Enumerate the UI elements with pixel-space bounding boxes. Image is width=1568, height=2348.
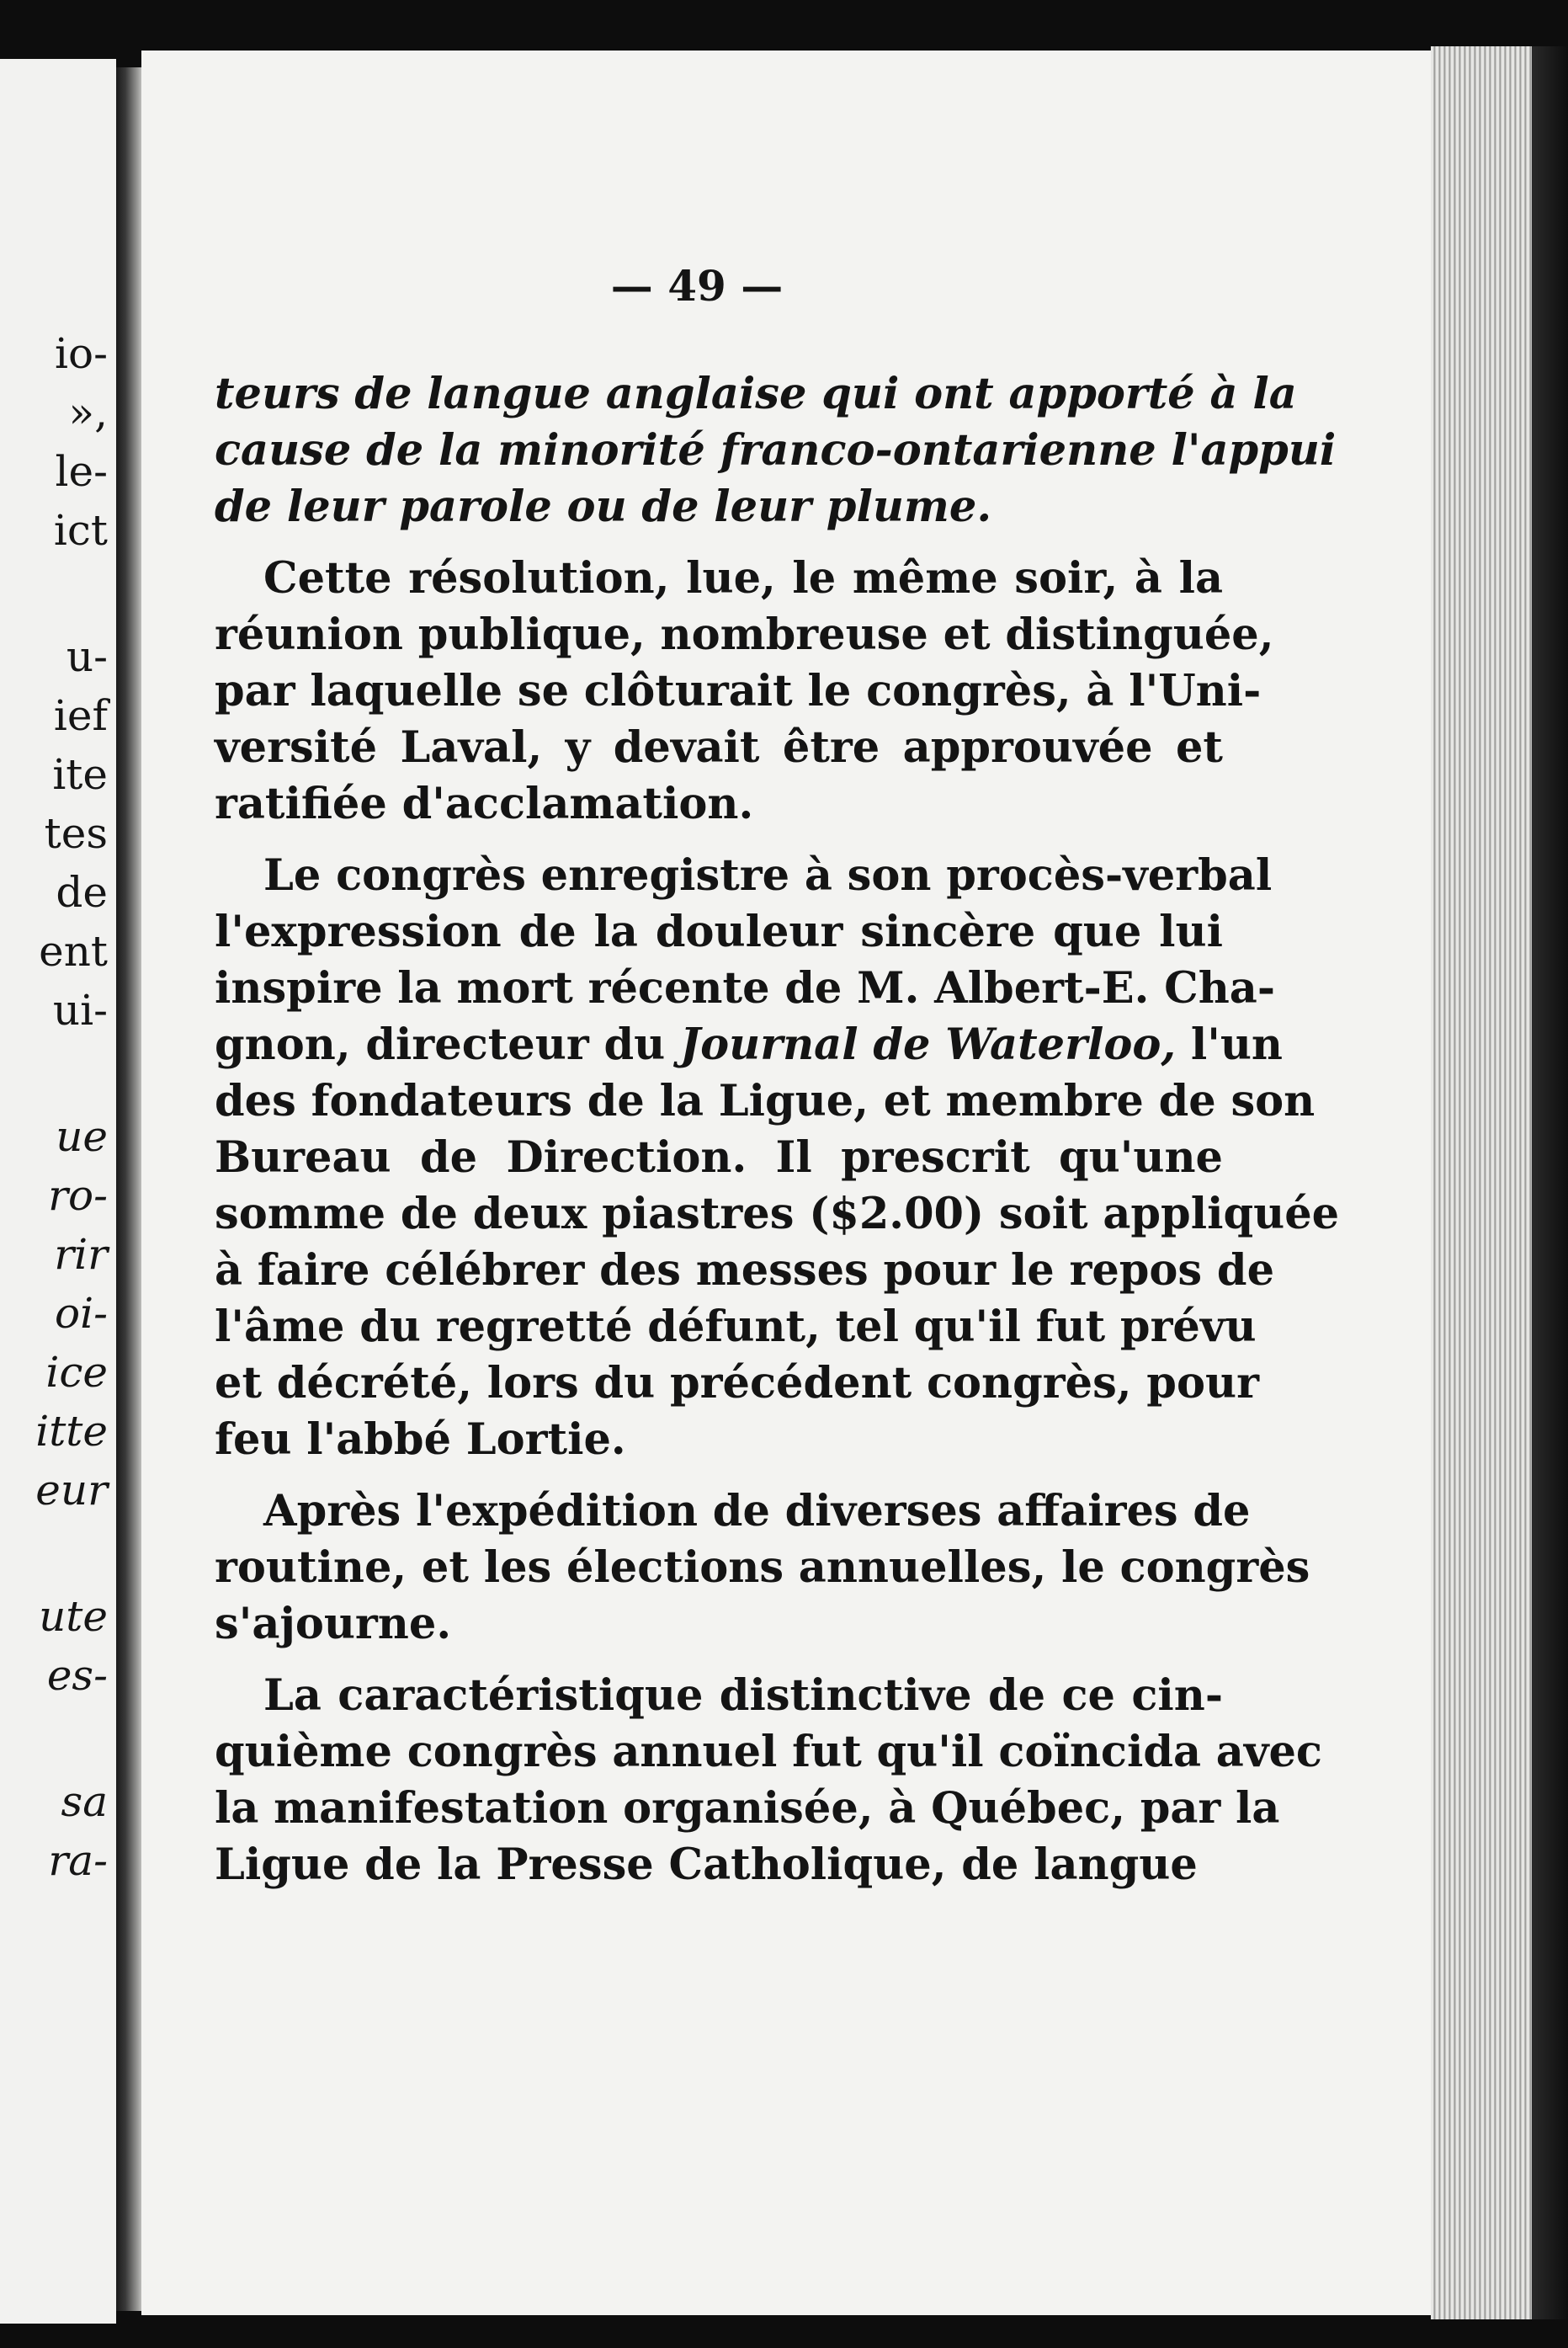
text-line: feu l'abbé Lortie. [215,1414,626,1465]
facing-page-fragment: », [68,388,108,437]
facing-page [0,59,116,2324]
paragraph [215,551,1274,833]
text-line: teurs de langue anglaise qui ont apporté à la [215,369,1297,419]
text-line: réunion publique, nombreuse et distinguée, [215,610,1274,660]
text-line: s'ajourne. [215,1599,452,1649]
text-line: ratifiée d'acclamation. [215,779,754,829]
text-line: l'expression de la douleur sincère que lui [215,907,1223,957]
paragraph-gap [215,1468,1223,1483]
page-edge [1431,46,1532,2319]
text-line: gnon, directeur du Journal de Waterloo, l'un [215,1020,1284,1070]
text-line: Après l'expédition de diverses affaires de [263,1486,1251,1536]
text-line: versité Laval, y devait être approuvée et [215,722,1223,773]
facing-page-fragment: ict [53,506,108,555]
journal-title: Journal de Waterloo, [679,1020,1177,1070]
edge-shadow [1532,46,1568,2319]
facing-page-fragment: ice [45,1348,108,1397]
text-line: de leur parole ou de leur plume. [215,482,992,532]
text-line: quième congrès annuel fut qu'il coïncida avec [215,1727,1322,1777]
text-line: la manifestation organisée, à Québec, par la [215,1783,1280,1834]
paragraph [215,1483,1310,1653]
text-line: somme de deux piastres ($2.00) soit appliquée [215,1189,1340,1239]
paragraph [215,366,1337,535]
paragraph-gap [215,1653,1223,1668]
paragraph [215,1668,1322,1893]
text-line: par laquelle se clôturait le congrès, à l'Uni- [215,666,1262,716]
facing-page-fragment: ue [56,1112,108,1161]
text-line: cause de la minorité franco-ontarienne l'appui [215,425,1337,476]
text-line: des fondateurs de la Ligue, et membre de son [215,1076,1316,1126]
facing-page-fragment: ra- [48,1836,108,1885]
facing-page-fragment: itte [35,1407,108,1456]
book-page [141,51,1450,2315]
facing-page-fragment: ro- [48,1171,108,1220]
text-line: l'âme du regretté défunt, tel qu'il fut prévu [215,1302,1257,1352]
text-line: et décrété, lors du précédent congrès, pour [215,1358,1259,1408]
facing-page-fragment: es- [46,1651,108,1700]
page-number: — 49 — [610,261,784,311]
facing-page-fragment: ite [52,750,108,799]
facing-page-fragment: eur [35,1466,108,1515]
facing-page-fragment: ief [53,691,108,740]
paragraph-gap [215,535,1223,551]
book-gutter [116,67,143,2311]
facing-page-fragment: de [56,868,108,917]
facing-page-fragment: ute [39,1592,108,1641]
facing-page-fragment: io- [55,329,108,378]
paragraph [215,848,1340,1468]
facing-page-fragment: le- [55,447,108,496]
text-line: Le congrès enregistre à son procès-verbal [263,850,1273,901]
text-line: inspire la mort récente de M. Albert-E. Cha- [215,963,1276,1014]
paragraph-gap [215,833,1223,848]
page-text [215,366,1340,1893]
text-line: routine, et les élections annuelles, le congrès [215,1542,1310,1593]
facing-page-fragment: oi- [55,1289,108,1338]
facing-page-fragment: sa [61,1777,108,1826]
text-line: à faire célébrer des messes pour le repos de [215,1245,1275,1296]
text-line: Ligue de la Presse Catholique, de langue [215,1840,1198,1890]
facing-page-fragment: ui- [52,986,108,1035]
facing-page-fragment: rir [54,1230,108,1279]
facing-page-fragment: u- [66,632,108,681]
text-line: Bureau de Direction. Il prescrit qu'une [215,1132,1223,1183]
facing-page-fragment: tes [44,809,108,858]
facing-page-fragment: ent [39,927,108,976]
text-line: La caractéristique distinctive de ce cin- [263,1670,1223,1721]
text-line: Cette résolution, lue, le même soir, à la [263,553,1223,604]
